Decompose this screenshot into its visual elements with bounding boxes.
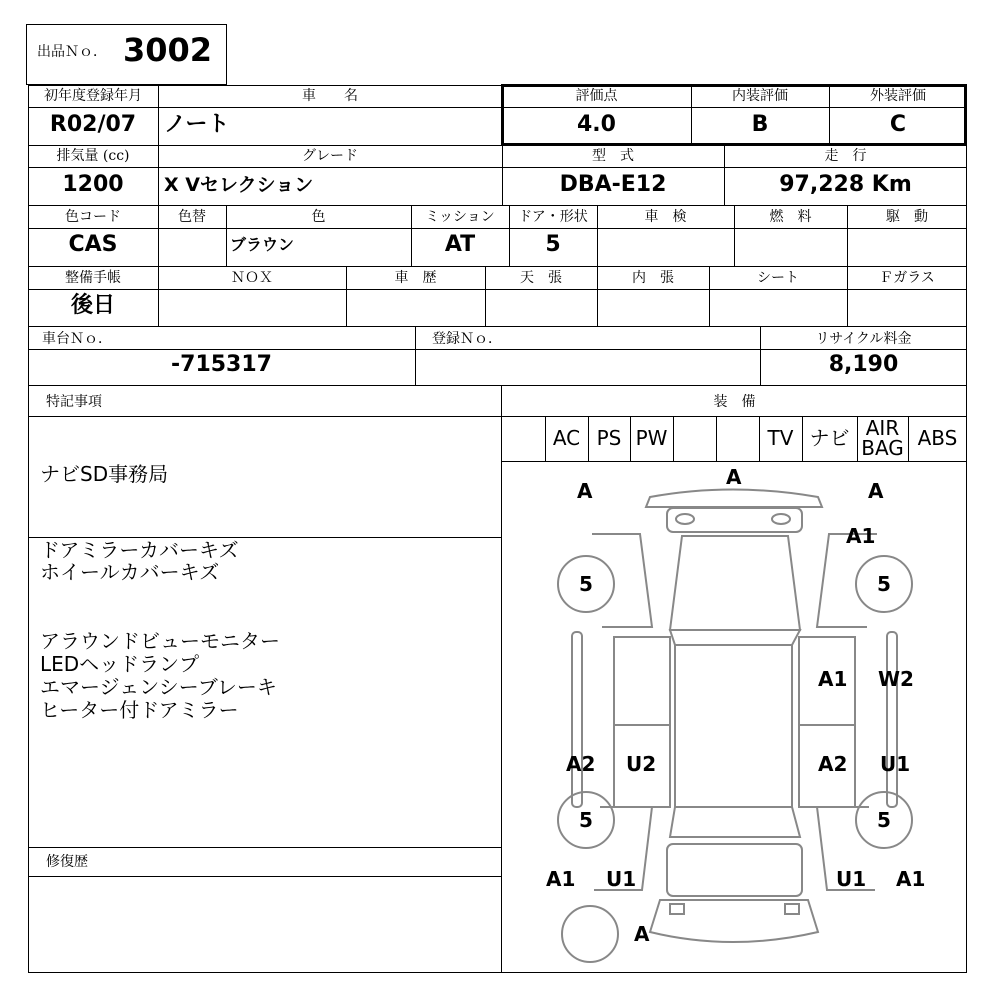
left-rocker — [572, 632, 582, 807]
exterior-grade-value: C — [889, 112, 907, 137]
tire-tread-front-right: 5 — [877, 572, 891, 596]
grade-value: X Vセレクション — [164, 174, 314, 196]
equipment-navi: ナビ — [809, 426, 850, 450]
roof-lining-label: 天 張 — [520, 270, 562, 286]
chassis-number-label: 車台Ｎｏ． — [42, 331, 112, 347]
grade-label: グレード — [302, 148, 358, 164]
first-registration-label: 初年度登録年月 — [44, 88, 142, 104]
rule — [28, 107, 502, 108]
damage-mark-right-front-door: A1 — [818, 667, 848, 691]
right-side-body — [799, 637, 855, 807]
rear-window-outline — [670, 807, 800, 837]
interior-grade-label: 内装評価 — [732, 88, 788, 104]
rear-hatch-outline — [667, 844, 802, 896]
door-value: 5 — [545, 232, 561, 257]
fuel-label: 燃 料 — [769, 209, 812, 225]
exterior-grade-label: 外装評価 — [870, 88, 926, 104]
car-name-value: ノート — [164, 112, 230, 137]
equipment-section-label: 装 備 — [713, 394, 756, 410]
model-label: 型 式 — [592, 148, 634, 164]
rule — [28, 266, 967, 267]
damage-mark-left-rear-a2: A2 — [566, 752, 596, 776]
recycle-fee-label: リサイクル料金 — [815, 331, 912, 347]
rule — [28, 385, 967, 386]
roof-outline — [675, 645, 792, 807]
mission-label: ミッション — [425, 209, 495, 225]
service-book-label: 整備手帳 — [65, 270, 121, 286]
recycle-fee-value: 8,190 — [828, 352, 899, 377]
lot-number: 3002 — [123, 31, 213, 69]
notes-item: ドアミラーカバーキズ — [40, 538, 239, 562]
inspection-label: 車 検 — [644, 209, 687, 225]
rule — [28, 228, 967, 229]
hood-outline — [670, 536, 800, 630]
notes-item: LEDヘッドランプ — [40, 652, 200, 676]
mission-value: AT — [444, 232, 476, 257]
displacement-value: 1200 — [62, 172, 124, 197]
front-glass-label: Ｆガラス — [879, 270, 935, 286]
tire-tread-rear-left: 5 — [579, 808, 593, 832]
rule — [28, 847, 502, 848]
damage-mark-rear-right-u1: U1 — [836, 867, 867, 891]
tire-spare — [562, 906, 618, 962]
first-registration-value: R02/07 — [49, 112, 137, 137]
color-value: ブラウン — [230, 235, 295, 254]
color-code-label: 色コード — [65, 209, 121, 225]
notes-item: ヒーター付ドアミラー — [40, 698, 239, 722]
rule — [28, 205, 967, 206]
interior-grade-value: B — [751, 112, 769, 137]
rule — [673, 416, 674, 461]
front-emblem — [772, 514, 790, 524]
damage-mark-front-left: A — [577, 479, 593, 503]
damage-mark-rear-bumper: A — [634, 922, 650, 946]
chassis-number-value: -715317 — [171, 352, 272, 377]
drive-label: 駆 動 — [886, 209, 928, 225]
rule — [415, 326, 416, 385]
notes-line: ナビSD事務局 — [40, 462, 169, 486]
score-value: 4.0 — [577, 112, 616, 137]
car-name-label: 車 名 — [302, 88, 358, 104]
windshield-outline — [670, 630, 800, 645]
damage-mark-rear-left-a1: A1 — [546, 867, 576, 891]
rule — [28, 289, 967, 290]
repair-history-label: 修復歴 — [46, 854, 88, 870]
door-label: ドア・形状 — [518, 209, 588, 225]
color-label: 色 — [311, 209, 326, 225]
rear-lamp — [670, 904, 684, 914]
tire-tread-rear-right: 5 — [877, 808, 891, 832]
notes-item: アラウンドビューモニター — [40, 629, 280, 653]
mileage-value: 97,228 Km — [779, 172, 912, 197]
notes-item: ホイールカバーキズ — [40, 560, 220, 584]
damage-mark-front-bumper: A — [726, 465, 742, 489]
mileage-label: 走 行 — [824, 148, 867, 164]
rear-bumper-outline — [650, 900, 818, 942]
left-side-body — [614, 637, 670, 807]
car-diagram — [502, 462, 967, 973]
history-label: 車 歴 — [394, 270, 437, 286]
equipment-ac: AC — [552, 426, 581, 450]
equipment-ps: PS — [596, 426, 622, 450]
rule — [28, 876, 502, 877]
rule — [28, 167, 967, 168]
rear-lamp — [785, 904, 799, 914]
right-rocker — [887, 632, 897, 807]
damage-mark-left-rear-u2: U2 — [626, 752, 657, 776]
displacement-label: 排気量 (cc) — [56, 148, 130, 164]
rule — [501, 107, 967, 108]
notes-section-label: 特記事項 — [46, 394, 102, 410]
score-label: 評価点 — [575, 88, 618, 104]
color-code-value: CAS — [68, 232, 118, 257]
lot-number-box — [26, 24, 227, 85]
damage-mark-right-rear-a2: A2 — [818, 752, 848, 776]
nox-label: ＮＯＸ — [231, 270, 273, 286]
front-bumper-outline — [646, 490, 822, 508]
registration-number-label: 登録Ｎｏ． — [432, 331, 502, 347]
equipment-tv: TV — [767, 426, 794, 450]
damage-mark-right-rear-u1: U1 — [880, 752, 911, 776]
damage-mark-front-right: A — [868, 479, 884, 503]
damage-mark-rear-right-a1: A1 — [896, 867, 926, 891]
inner-lining-label: 内 張 — [632, 270, 674, 286]
equipment-airbag: AIR BAG — [861, 416, 904, 460]
color-change-label: 色替 — [178, 209, 206, 225]
notes-item: エマージェンシーブレーキ — [40, 675, 277, 699]
rule — [716, 416, 717, 461]
rule — [28, 326, 967, 327]
service-book-value: 後日 — [70, 293, 115, 318]
model-value: DBA-E12 — [559, 172, 667, 197]
equipment-abs: ABS — [917, 426, 958, 450]
lot-number-label: 出品Ｎｏ． — [37, 44, 107, 60]
seat-label: シート — [757, 270, 799, 286]
front-emblem — [676, 514, 694, 524]
damage-mark-rear-left-u1: U1 — [606, 867, 637, 891]
tire-tread-front-left: 5 — [579, 572, 593, 596]
damage-mark-right-pillar: W2 — [878, 667, 914, 691]
damage-mark-hood-right: A1 — [846, 524, 876, 548]
equipment-pw: PW — [635, 426, 668, 450]
front-grille-outline — [667, 508, 802, 532]
